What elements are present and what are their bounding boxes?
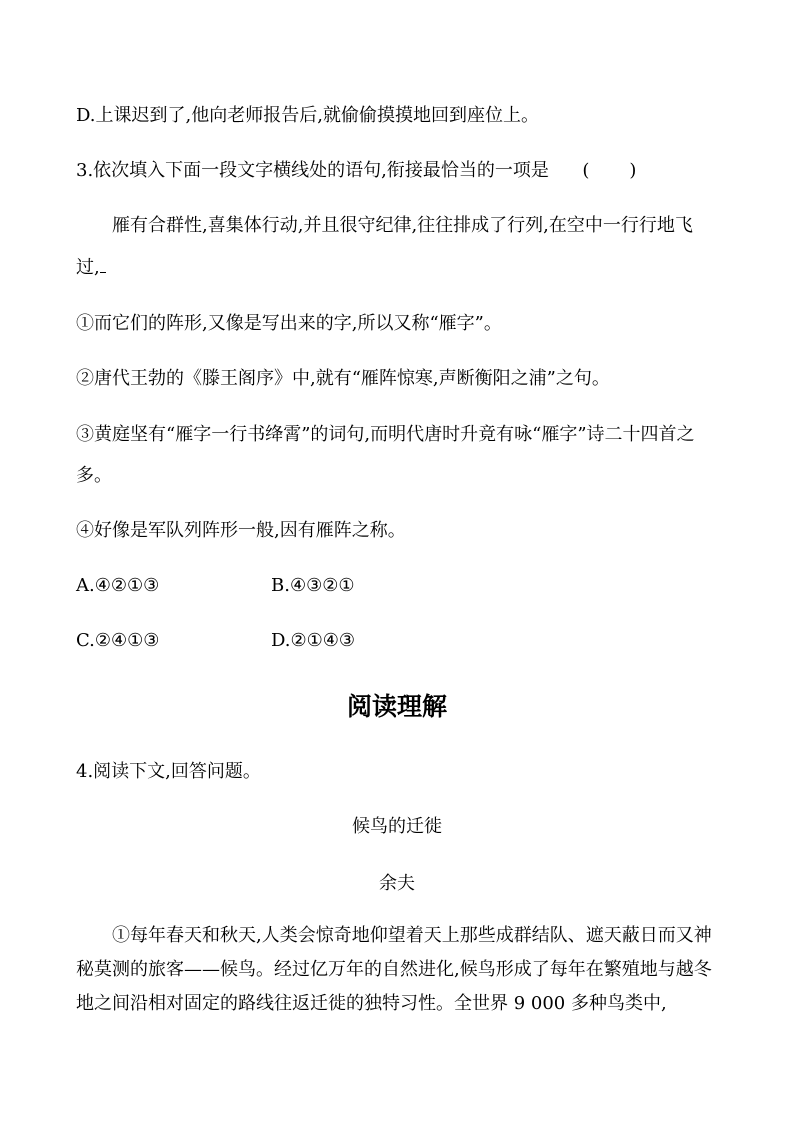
q3-sentence-4: ④好像是军队列阵形一般,因有雁阵之称。 [76,520,406,541]
q3-sentence-2: ②唐代王勃的《滕王阁序》中,就有“雁阵惊寒,声断衡阳之浦”之句。 [76,368,610,389]
article-author: 余夫 [379,873,415,894]
q3-option-a: A.④②①③ [76,575,160,596]
q3-options-row2 [76,629,726,653]
q3-sentence-1: ①而它们的阵形,又像是写出来的字,所以又称“雁字”。 [76,313,502,334]
q3-passage-line2-text: 过, [76,257,100,278]
q3-passage-line1: 雁有合群性,喜集体行动,并且很守纪律,往往排成了行列,在空中一行行地飞 [112,215,693,236]
article-paragraph-1: ①每年春天和秋天,人类会惊奇地仰望着天上那些成群结队、遮天蔽日而又神秘莫测的旅客——候鸟。经过亿万年的自然进化,候鸟形成了每年在繁殖地与越冬地之间沿相对固定的路线往返迁徙的独特习性。全世界 9 000 多种鸟类中, [76,925,712,1014]
q3-sentence-3-line1: ③黄庭坚有“雁字一行书绛霄”的词句,而明代唐时升竟有咏“雁字”诗二十四首之 [76,424,695,445]
answer-paren-open: ( [582,160,590,181]
q3-option-d: D.②①④③ [271,630,356,651]
q3-sentence-3-line2: 多。 [76,465,112,486]
q3-options-row1 [76,574,726,598]
q3-stem: 3.依次填入下面一段文字横线处的语句,衔接最恰当的一项是 [76,160,549,181]
article-title: 候鸟的迁徙 [352,816,442,837]
q2-option-d: D.上课迟到了,他向老师报告后,就偷偷摸摸地回到座位上。 [76,105,539,126]
answer-paren-close: ) [629,160,637,181]
fill-blank-line [100,256,106,273]
q3-passage-line2 [76,256,726,280]
q3-option-c: C.②④①③ [76,630,160,651]
section-title: 阅读理解 [346,692,447,721]
q3-stem-line [76,159,726,183]
q3-option-b: B.④③②① [271,575,355,596]
q4-stem: 4.阅读下文,回答问题。 [76,761,261,782]
